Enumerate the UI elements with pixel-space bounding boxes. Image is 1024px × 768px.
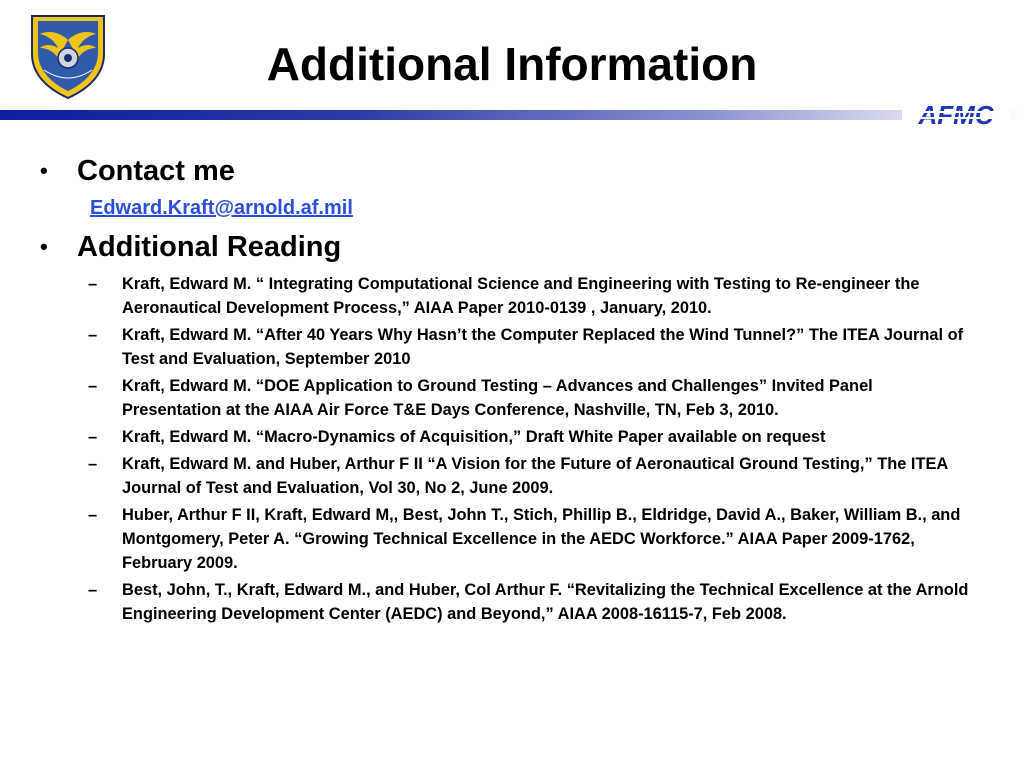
dash-icon: – [88,581,98,599]
reference-item [40,272,990,320]
reference-item [40,452,990,500]
reference-text: Kraft, Edward M. “After 40 Years Why Hasn’t the Computer Replaced the Wind Tunnel?” The ITEA Journal of Test and Evaluation, September 2010 [122,326,964,368]
reference-text: Kraft, Edward M. “DOE Application to Ground Testing – Advances and Challenges” Invited Panel Presentation at the AIAA Air Force T&E Days Conference, Nashville, TN, Feb 3, 2010. [122,377,873,419]
dash-icon: – [88,275,98,293]
dash-icon: – [88,428,98,446]
reference-text: Best, John, T., Kraft, Edward M., and Huber, Col Arthur F. “Revitalizing the Technical Excellence at the Arnold Engineering Development Center (AEDC) and Beyond,” AIAA 2008-16115-7, Feb 2008. [122,581,969,623]
reading-label: Additional Reading [77,231,342,263]
reference-item [40,374,990,422]
slide-title: Additional Information [266,38,758,90]
reference-list [40,272,990,626]
reference-text: Kraft, Edward M. “Macro-Dynamics of Acquisition,” Draft White Paper available on request [122,428,826,446]
dash-icon: – [88,326,98,344]
bullet-dot-icon: • [40,158,48,183]
reference-item [40,578,990,626]
dash-icon: – [88,506,98,524]
contact-label: Contact me [77,155,235,187]
bullet-dot-icon: • [40,234,48,259]
email-link[interactable]: Edward.Kraft@arnold.af.mil [90,197,353,219]
reference-text: Kraft, Edward M. “ Integrating Computational Science and Engineering with Testing to Re-engineer the Aeronautical Development Process,” AIAA Paper 2010-0139 , January, 2010. [122,275,920,317]
reference-text: Kraft, Edward M. and Huber, Arthur F II “A Vision for the Future of Aeronautical Ground Testing,” The ITEA Journal of Test and Evaluation, Vol 30, No 2, June 2009. [122,455,948,497]
dash-icon: – [88,455,98,473]
reference-item [40,503,990,575]
bullet-contact [40,150,990,192]
reference-item [40,425,990,449]
afmc-wordmark-logo [902,100,1010,130]
bullet-reading [40,226,990,268]
afmc-text: AFMC [918,100,994,130]
reference-text: Huber, Arthur F II, Kraft, Edward M,, Best, John T., Stich, Phillip B., Eldridge, David A., Baker, William B., and Montgomery, Peter A. “Growing Technical Excellence in the AEDC Workforce.” AIAA Paper 2009-1762, February 2009. [122,506,961,572]
email-row [40,192,990,224]
reference-item [40,323,990,371]
dash-icon: – [88,377,98,395]
title-divider-bar [0,110,1024,120]
slide-body [40,150,990,629]
